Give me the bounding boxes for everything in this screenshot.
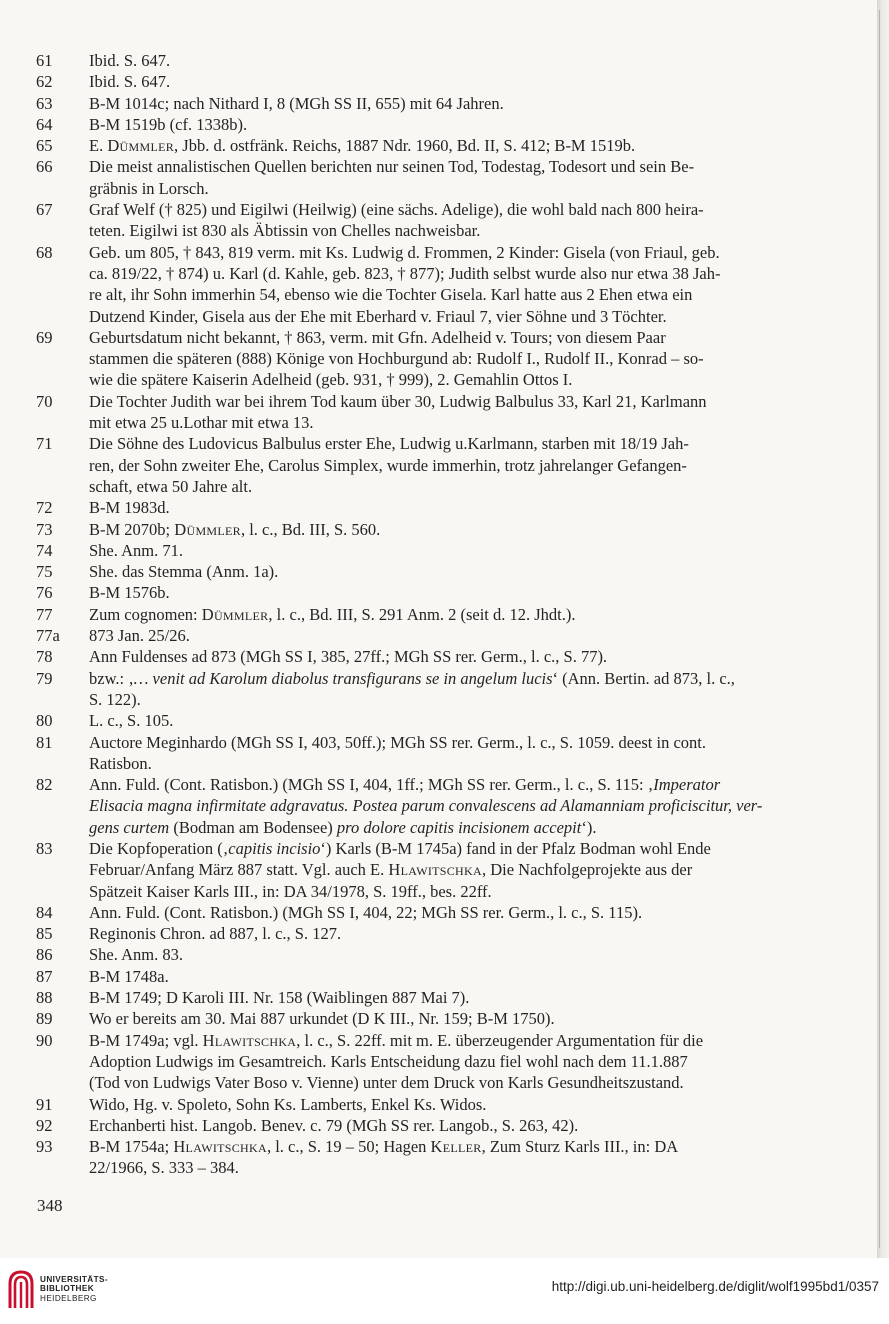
- footnote-text: B-M 1983d.: [89, 498, 170, 518]
- footnote-text: Ann Fuldenses ad 873 (MGh SS I, 385, 27ff.; MGh SS rer. Germ., l. c., S. 77).: [89, 647, 608, 667]
- footnote-text: E. Dümmler, Jbb. d. ostfränk. Reichs, 1887 Ndr. 1960, Bd. II, S. 412; B-M 1519b.: [89, 136, 636, 156]
- footnote-text: B-M 1754a; Hlawitschka, l. c., S. 19 – 50; Hagen Keller, Zum Sturz Karls III., in: DA 22/1966, S. 333 – 384.: [89, 1137, 679, 1178]
- footnote-number: 61: [36, 51, 53, 70]
- footnote-number: 68: [36, 242, 53, 262]
- footnote-item: [0, 625, 814, 646]
- footnote-text: Ann. Fuld. (Cont. Ratisbon.) (MGh SS I, 404, 22; MGh SS rer. Germ., l. c., S. 115).: [89, 902, 643, 922]
- footnote-item: [0, 71, 814, 92]
- footnote-number: 79: [36, 668, 53, 688]
- footnote-item: [0, 923, 814, 944]
- footnote-text: bzw.: ‚… venit ad Karolum diabolus transfigurans se in angelum lucis‘ (Ann. Bertin. ad 873, l. c., S. 122).: [89, 668, 735, 709]
- footnote-number: 76: [36, 583, 53, 603]
- footnote-item: [0, 1115, 814, 1136]
- footnote-text: Reginonis Chron. ad 887, l. c., S. 127.: [89, 924, 342, 944]
- footnote-item: [0, 135, 814, 156]
- footnote-item: [0, 646, 814, 667]
- footnote-number: 90: [36, 1030, 53, 1050]
- footnote-item: [0, 540, 814, 561]
- footnote-item: [0, 391, 814, 434]
- footnote-number: 64: [36, 114, 53, 134]
- footnote-number: 80: [36, 711, 53, 731]
- footnote-item: [0, 604, 814, 625]
- footnote-item: [0, 433, 814, 497]
- footnote-item: [0, 966, 814, 987]
- footnote-text: Die meist annalistischen Quellen berichten nur seinen Tod, Todestag, Todesort und sein Be- gräbnis in Lorsch.: [89, 157, 695, 198]
- footnote-text: L. c., S. 105.: [89, 711, 174, 731]
- footnote-text: B-M 1748a.: [89, 966, 169, 986]
- footnote-text: 873 Jan. 25/26.: [89, 626, 190, 646]
- footnote-number: 74: [36, 540, 53, 560]
- footnote-item: [0, 732, 814, 775]
- footnote-item: [0, 242, 814, 327]
- footnote-number: 83: [36, 838, 53, 858]
- footnote-text: She. das Stemma (Anm. 1a).: [89, 562, 279, 582]
- heidelberg-library-logo-icon: [8, 1268, 34, 1310]
- library-name-line: BIBLIOTHEK: [40, 1284, 95, 1294]
- footnote-text: Die Söhne des Ludovicus Balbulus erster Ehe, Ludwig u.Karlmann, starben mit 18/19 Jah- ren, der Sohn zweiter Ehe, Carolus Simplex, wurde immerhin, trotz jahrelanger Gefangen- schaft, etwa 50 Jahre alt.: [89, 434, 689, 496]
- footnote-text: Auctore Meginhardo (MGh SS I, 403, 50ff.); MGh SS rer. Germ., l. c., S. 1059. deest in cont. Ratisbon.: [89, 732, 707, 773]
- footnote-number: 78: [36, 647, 53, 667]
- footnote-text: Geburtsdatum nicht bekannt, † 863, verm. mit Gfn. Adelheid v. Tours; von diesem Paar stammen die späteren (888) Könige von Hochburgund ab: Rudolf I., Rudolf II., Konrad – so- wie die spätere Kaiserin Adelheid (geb. 931, † 999), 2. Gemahlin Ottos I.: [89, 327, 704, 390]
- footnote-number: 91: [36, 1094, 53, 1114]
- footnote-item: [0, 902, 814, 923]
- footnote-item: [0, 838, 814, 902]
- footnote-text: Zum cognomen: Dümmler, l. c., Bd. III, S. 291 Anm. 2 (seit d. 12. Jhdt.).: [89, 604, 576, 624]
- footnote-text: Wido, Hg. v. Spoleto, Sohn Ks. Lamberts, Enkel Ks. Widos.: [89, 1094, 487, 1114]
- footnote-number: 75: [36, 562, 53, 582]
- footnote-item: [0, 93, 814, 114]
- footnote-number: 81: [36, 732, 53, 752]
- footnote-item: [0, 774, 814, 838]
- footnote-item: [0, 987, 814, 1008]
- footnote-text: Ibid. S. 647.: [89, 72, 171, 92]
- footnote-number: 84: [36, 902, 53, 922]
- footnote-number: 69: [36, 327, 53, 347]
- footnote-text: B-M 2070b; Dümmler, l. c., Bd. III, S. 560.: [89, 519, 381, 539]
- footnote-item: [0, 1030, 814, 1094]
- footnote-number: 77: [36, 604, 53, 624]
- permalink-url[interactable]: http://digi.ub.uni-heidelberg.de/diglit/wolf1995bd1/0357: [551, 1279, 879, 1294]
- footnote-number: 63: [36, 93, 53, 113]
- footnote-text: Geb. um 805, † 843, 819 verm. mit Ks. Ludwig d. Frommen, 2 Kinder: Gisela (von Friaul, geb. ca. 819/22, † 874) u. Karl (d. Kahle, geb. 823, † 877); Judith selbst wurde also nur etwa 38 Jah- re alt, ihr Sohn immerhin 54, ebenso wie die Tochter Gisela. Karl hatte aus 2 Ehen etwa ein Dutzend Kinder, Gisela aus der Ehe mit Eberhard v. Friaul 7, vier Söhne und 3 Töchter.: [89, 242, 721, 326]
- footnote-number: 65: [36, 136, 53, 156]
- footnote-text: Wo er bereits am 30. Mai 887 urkundet (D K III., Nr. 159; B-M 1750).: [89, 1009, 555, 1029]
- digitization-footer: [0, 1258, 889, 1324]
- page-edge: [877, 0, 889, 1258]
- footnote-number: 87: [36, 966, 53, 986]
- footnote-item: [0, 1136, 814, 1179]
- footnote-text: B-M 1749a; vgl. Hlawitschka, l. c., S. 22ff. mit m. E. überzeugender Argumentation für die Adoption Ludwigs im Gesamtreich. Karls Entscheidung dazu fiel wohl nach dem 11.1.887 (Tod von Ludwigs Vater Boso v. Vienne) unter dem Druck von Karls Gesundheitszustand.: [89, 1030, 704, 1093]
- footnote-text: B-M 1576b.: [89, 583, 170, 603]
- footnote-text: B-M 1519b (cf. 1338b).: [89, 114, 248, 134]
- footnote-number: 86: [36, 945, 53, 965]
- footnote-item: [0, 944, 814, 965]
- footnote-text: Die Tochter Judith war bei ihrem Tod kaum über 30, Ludwig Balbulus 33, Karl 21, Karlmann mit etwa 25 u.Lothar mit etwa 13.: [89, 391, 707, 433]
- footnote-number: 88: [36, 988, 53, 1008]
- footnote-number: 93: [36, 1137, 53, 1157]
- footnote-item: [0, 156, 814, 199]
- footnote-text: Die Kopfoperation (‚capitis incisio‘) Karls (B-M 1745a) fand in der Pfalz Bodman wohl Ende Februar/Anfang März 887 statt. Vgl. auch E. Hlawitschka, Die Nachfolgeprojekte aus der Spätzeit Kaiser Karls III., in: DA 34/1978, S. 19ff., bes. 22ff.: [89, 838, 711, 901]
- footnote-item: [0, 582, 814, 603]
- footnote-item: [0, 561, 814, 582]
- footnote-item: [0, 519, 814, 540]
- footnote-number: 92: [36, 1115, 53, 1135]
- footnote-number: 62: [36, 72, 53, 92]
- footnote-number: 70: [36, 391, 53, 411]
- footnote-number: 71: [36, 434, 53, 454]
- footnote-number: 66: [36, 157, 53, 177]
- footnote-item: [0, 114, 814, 135]
- footnote-item: [0, 1008, 814, 1029]
- page-number: 348: [37, 1196, 63, 1215]
- footnote-text: Ibid. S. 647.: [89, 51, 171, 70]
- footnote-number: 73: [36, 519, 53, 539]
- footnote-text: Ann. Fuld. (Cont. Ratisbon.) (MGh SS I, 404, 1ff.; MGh SS rer. Germ., l. c., S. 115: ‚Imperator Elisacia magna infirmitate adgravatus. Postea parum convalescens ad Alamanniam proficiscitur, ver- gens curtem (Bodman am Bodensee) pro dolore capitis incisionem accepit‘).: [89, 775, 763, 837]
- footnote-list: [0, 50, 877, 1179]
- footnote-text: B-M 1749; D Karoli III. Nr. 158 (Waiblingen 887 Mai 7).: [89, 988, 470, 1008]
- library-name-line: HEIDELBERG: [40, 1293, 97, 1303]
- footnote-text: B-M 1014c; nach Nithard I, 8 (MGh SS II, 655) mit 64 Jahren.: [89, 93, 504, 113]
- footnote-number: 89: [36, 1009, 53, 1029]
- footnote-item: [0, 327, 814, 391]
- footnote-number: 72: [36, 498, 53, 518]
- footnote-text: Graf Welf († 825) und Eigilwi (Heilwig) (eine sächs. Adelige), die wohl bald nach 800 heira- teten. Eigilwi ist 830 als Äbtissin von Chelles nachweisbar.: [89, 200, 704, 241]
- footnote-item: [0, 497, 814, 518]
- footnote-item: [0, 710, 814, 731]
- library-name: [40, 1275, 108, 1303]
- footnote-item: [0, 668, 814, 711]
- footnote-item: [0, 1094, 814, 1115]
- footnote-number: 85: [36, 924, 53, 944]
- footnote-item: [0, 50, 814, 71]
- footnote-number: 77a: [36, 626, 60, 646]
- footnote-number: 82: [36, 775, 53, 795]
- footnote-item: [0, 199, 814, 242]
- footnote-text: Erchanberti hist. Langob. Benev. c. 79 (MGh SS rer. Langob., S. 263, 42).: [89, 1115, 579, 1135]
- footnote-text: She. Anm. 71.: [89, 540, 183, 560]
- library-name-line: UNIVERSITÄTS-: [40, 1275, 108, 1284]
- footnote-number: 67: [36, 200, 53, 220]
- footnote-text: She. Anm. 83.: [89, 945, 183, 965]
